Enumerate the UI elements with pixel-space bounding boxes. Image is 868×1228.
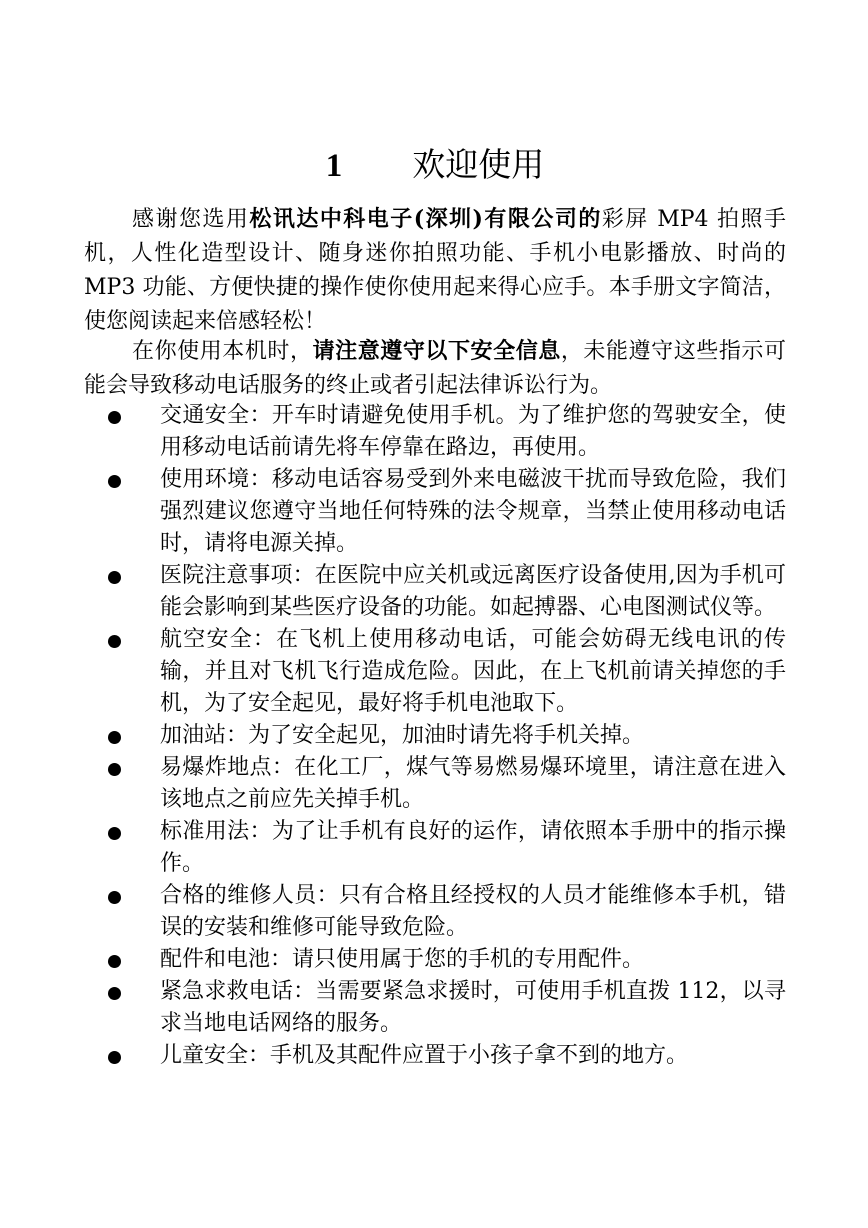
intro-paragraph: [84, 202, 786, 339]
list-item-text: 紧急求救电话：当需要紧急求援时，可使用手机直拨 112，以寻求当地电话网络的服务。: [160, 979, 786, 1036]
bullet-icon: [108, 987, 121, 1000]
safety-intro-after: ，未能遵守这些指示可能会导致移动电话服务的终止或者引起法律诉讼行为。: [84, 339, 786, 398]
bullet-icon: [108, 827, 121, 840]
bullet-icon: [108, 571, 121, 584]
list-item-text: 交通安全：开车时请避免使用手机。为了维护您的驾驶安全，使用移动电话前请先将车停靠在路边，再使用。: [160, 403, 786, 460]
bullet-icon: [108, 891, 121, 904]
list-item-text: 使用环境：移动电话容易受到外来电磁波干扰而导致危险，我们强烈建议您遵守当地任何特殊的法令规章，当禁止使用移动电话时，请将电源关掉。: [160, 467, 786, 556]
intro-text-after: 彩屏 MP4 拍照手机，人性化造型设计、随身迷你拍照功能、手机小电影播放、时尚的 MP3 功能、方便快捷的操作使你使用起来得心应手。本手册文字简洁，使您阅读起来倍感轻松！: [84, 207, 786, 334]
list-item: [84, 1040, 786, 1072]
list-item-text: 医院注意事项：在医院中应关机或远离医疗设备使用,因为手机可能会影响到某些医疗设备的功能。如起搏器、心电图测试仪等。: [160, 563, 786, 620]
bullet-icon: [108, 763, 121, 776]
list-item-text: 标准用法：为了让手机有良好的运作，请依照本手册中的指示操作。: [160, 819, 786, 876]
list-item-text: 加油站：为了安全起见，加油时请先将手机关掉。: [160, 723, 645, 748]
bullet-icon: [108, 411, 121, 424]
list-item-text: 航空安全：在飞机上使用移动电话，可能会妨碍无线电讯的传输，并且对飞机飞行造成危险。因此，在上飞机前请关掉您的手机，为了安全起见，最好将手机电池取下。: [160, 627, 786, 716]
list-item-text: 配件和电池：请只使用属于您的手机的专用配件。: [160, 947, 645, 972]
list-item: [84, 944, 786, 976]
list-item: [84, 720, 786, 752]
safety-intro-before: 在你使用本机时，: [132, 339, 313, 364]
list-item-text: 儿童安全：手机及其配件应置于小孩子拿不到的地方。: [160, 1043, 689, 1068]
section-number: 1: [325, 148, 343, 184]
list-item-text: 合格的维修人员：只有合格且经授权的人员才能维修本手机，错误的安装和维修可能导致危险。: [160, 883, 786, 940]
list-item: [84, 976, 786, 1040]
safety-intro-paragraph: [84, 334, 786, 403]
list-item: [84, 880, 786, 944]
bullet-icon: [108, 1051, 121, 1064]
section-title: 欢迎使用: [412, 145, 545, 184]
section-heading: [84, 140, 786, 191]
list-item-text: 易爆炸地点：在化工厂，煤气等易燃易爆环境里，请注意在进入该地点之前应先关掉手机。: [160, 755, 786, 812]
bullet-icon: [108, 955, 121, 968]
company-name: 松讯达中科电子(深圳)有限公司的: [249, 206, 602, 232]
bullet-icon: [108, 731, 121, 744]
list-item: [84, 816, 786, 880]
safety-notice-emphasis: 请注意遵守以下安全信息: [312, 338, 561, 364]
bullet-icon: [108, 475, 121, 488]
bullet-icon: [108, 635, 121, 648]
list-item: [84, 400, 786, 464]
safety-list: [84, 400, 786, 1072]
list-item: [84, 464, 786, 560]
intro-text-before: 感谢您选用: [132, 207, 250, 232]
list-item: [84, 752, 786, 816]
list-item: [84, 624, 786, 720]
list-item: [84, 560, 786, 624]
